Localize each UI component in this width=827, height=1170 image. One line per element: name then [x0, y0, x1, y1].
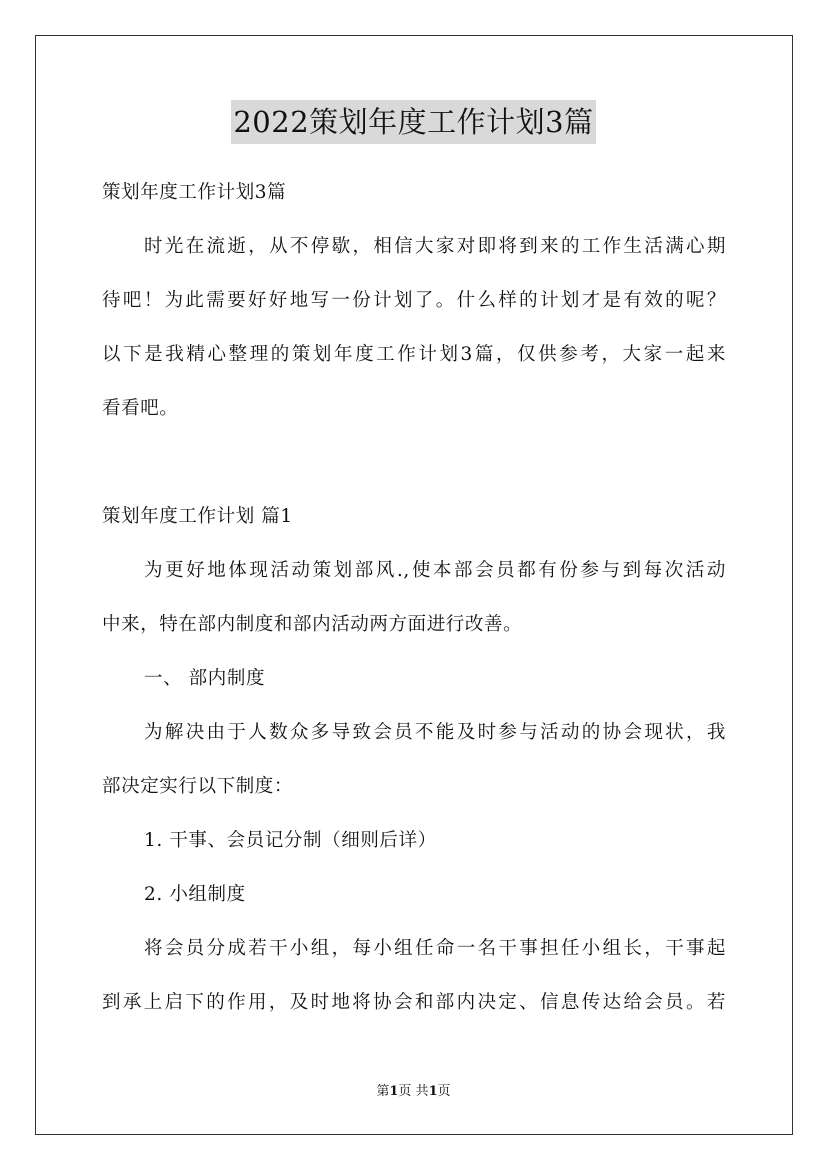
page-footer [0, 1083, 827, 1101]
list-item: 2. 小组制度 [144, 884, 246, 905]
paragraph-line: 为更好地体现活动策划部风.,使本部会员都有份参与到每次活动 [144, 560, 726, 581]
paragraph-line: 中来，特在部内制度和部内活动两方面进行改善。 [102, 614, 523, 635]
page-current: 1 [389, 1084, 399, 1099]
paragraph-line: 部决定实行以下制度： [102, 776, 294, 797]
list-item-heading: 一、 部内制度 [144, 668, 266, 689]
intro-line-3: 以下是我精心整理的策划年度工作计划3篇，仅供参考，大家一起来 [102, 344, 726, 365]
page-total: 1 [428, 1084, 438, 1099]
paragraph-line: 将会员分成若干小组，每小组任命一名干事担任小组长，干事起 [144, 938, 726, 959]
intro-line-4: 看看吧。 [102, 398, 179, 419]
intro-line-1: 时光在流逝，从不停歇，相信大家对即将到来的工作生活满心期 [144, 236, 726, 257]
paragraph-line: 到承上启下的作用，及时地将协会和部内决定、信息传达给会员。若 [102, 992, 726, 1013]
footer-suffix: 页 [437, 1084, 451, 1099]
document-subtitle: 策划年度工作计划3篇 [102, 182, 287, 203]
list-item: 1. 干事、会员记分制（细则后详） [144, 830, 437, 851]
document-title: 2022策划年度工作计划3篇 [231, 100, 595, 144]
intro-line-2: 待吧！为此需要好好地写一份计划了。什么样的计划才是有效的呢？ [102, 290, 726, 311]
paragraph-line: 为解决由于人数众多导致会员不能及时参与活动的协会现状，我 [144, 722, 726, 743]
footer-prefix: 第 [376, 1084, 390, 1099]
section-heading: 策划年度工作计划 篇1 [102, 506, 293, 527]
title-container [0, 100, 827, 144]
footer-mid: 页 共 [398, 1084, 429, 1099]
